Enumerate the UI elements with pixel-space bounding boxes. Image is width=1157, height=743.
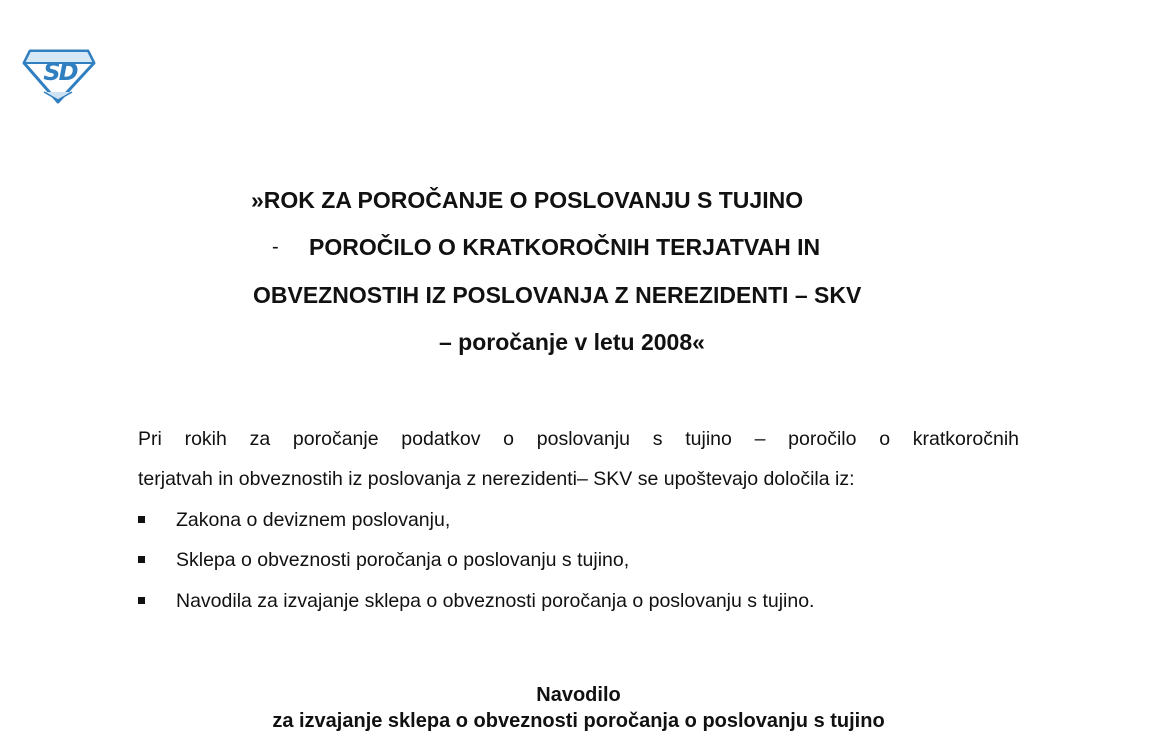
heading-dash: - [272, 236, 279, 258]
bullet-marker [138, 597, 145, 604]
bullet-marker [138, 516, 145, 523]
heading-line-1: »ROK ZA POROČANJE O POSLOVANJU S TUJINO [251, 187, 804, 213]
paragraph-line-1: Pri rokih za poročanje podatkov o poslovanju s tujino – poročilo o kratkoročnih [138, 428, 1019, 450]
list-item: Sklepa o obveznosti poročanja o poslovanju s tujino, [176, 549, 630, 571]
heading-line-2: POROČILO O KRATKOROČNIH TERJATVAH IN [309, 234, 821, 260]
bullet-marker [138, 556, 145, 563]
footer-title: Navodilo [536, 684, 621, 706]
heading-line-4: – poročanje v letu 2008« [439, 329, 705, 355]
list-item: Zakona o deviznem poslovanju, [176, 509, 451, 531]
paragraph-line-2: terjatvah in obveznostih iz poslovanja z nerezidenti– SKV se upoštevajo določila iz: [138, 468, 855, 490]
footer-subtitle: za izvajanje sklepa o obveznosti poročanja o poslovanju s tujino [272, 710, 885, 732]
list-item: Navodila za izvajanje sklepa o obveznosti poročanja o poslovanju s tujino. [176, 590, 815, 612]
logo [22, 48, 96, 104]
logo-text: SD [43, 58, 77, 86]
heading-line-3: OBVEZNOSTIH IZ POSLOVANJA Z NEREZIDENTI – SKV [253, 282, 862, 308]
